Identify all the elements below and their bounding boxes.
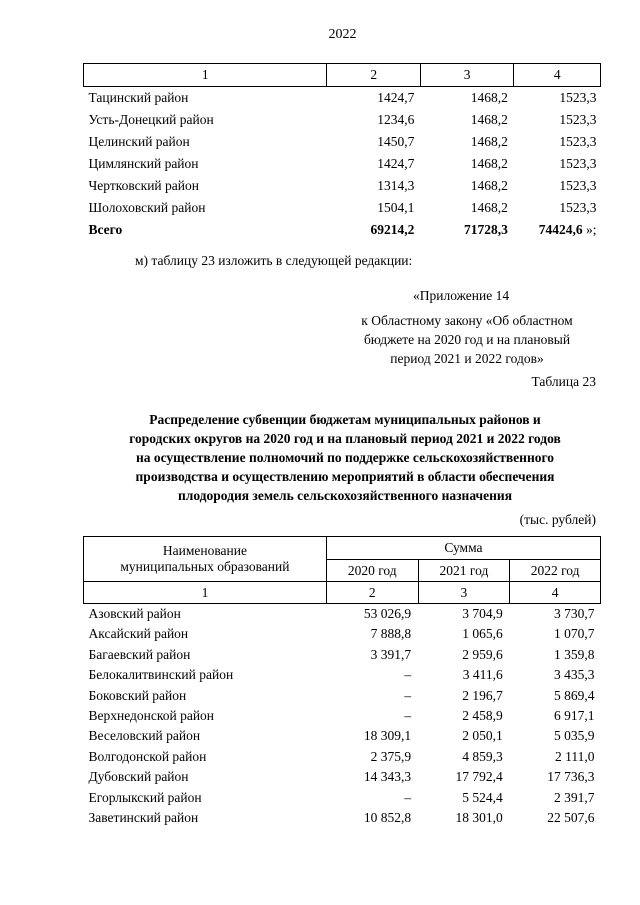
value-2020: 7 888,8	[370, 626, 412, 642]
header-line: Наименование	[162, 543, 247, 558]
table-row	[84, 87, 601, 110]
table-row	[84, 767, 601, 787]
value-2021: 4 859,3	[462, 748, 503, 764]
annex-reference	[337, 311, 597, 368]
value-2021: 2 196,7	[462, 687, 503, 703]
value-cell: 1314,3	[377, 178, 415, 193]
table-row	[84, 665, 601, 685]
value-cell: 1450,7	[377, 134, 415, 149]
district-name: Боковский район	[88, 687, 187, 703]
value-2021: 2 959,6	[462, 646, 503, 662]
district-name: Чертковский район	[88, 178, 199, 193]
district-name: Егорлыкский район	[88, 789, 202, 805]
year-header-2022: 2022 год	[510, 559, 601, 582]
sum-header: Сумма	[326, 537, 600, 560]
year-header-2020: 2020 год	[326, 559, 418, 582]
value-2021: 3 411,6	[462, 667, 503, 683]
value-cell: 1523,3	[559, 134, 597, 149]
value-2020: –	[404, 667, 412, 683]
total-value: 74424,6	[538, 222, 583, 237]
total-value: 71728,3	[464, 222, 508, 237]
value-2020: 10 852,8	[363, 810, 412, 826]
value-2022: 1 070,7	[554, 626, 595, 642]
value-cell: 1468,2	[470, 134, 508, 149]
value-2021: 3 704,9	[462, 606, 503, 621]
header-line: муниципальных образований	[120, 559, 290, 574]
closing-quote: »;	[582, 222, 597, 237]
district-name: Волгодонской район	[88, 748, 207, 764]
continuation-table	[83, 63, 601, 241]
col-number-3: 3	[420, 64, 513, 87]
title-line: на осуществление полномочий по поддержке сельскохозяйственного	[135, 450, 555, 465]
annex-line: бюджете на 2020 год и на плановый	[363, 332, 571, 347]
value-2022: 3 730,7	[554, 606, 595, 621]
column-number-row	[84, 582, 601, 604]
col-number-1: 1	[84, 64, 327, 87]
title-line: производства и осуществлению мероприятий в области обеспечения	[135, 469, 555, 484]
value-cell: 1424,7	[377, 90, 415, 105]
title-line: городских округов на 2020 год и на плановый период 2021 и 2022 годов	[129, 431, 561, 446]
value-2021: 2 458,9	[462, 708, 503, 724]
year-header-2021: 2021 год	[418, 559, 510, 582]
header-row	[84, 537, 601, 560]
annex-title: «Приложение 14	[413, 288, 510, 303]
table-row	[84, 131, 601, 153]
value-2022: 2 391,7	[554, 789, 595, 805]
value-cell: 1468,2	[470, 90, 508, 105]
table-title	[95, 410, 595, 505]
paragraph-m: м) таблицу 23 изложить в следующей редакции:	[135, 253, 413, 268]
value-cell: 1234,6	[377, 112, 415, 127]
value-2022: 17 736,3	[547, 769, 595, 785]
value-2020: 53 026,9	[363, 606, 412, 621]
value-2020: –	[404, 789, 412, 805]
value-2021: 2 050,1	[462, 728, 503, 744]
value-2022: 5 035,9	[554, 728, 595, 744]
value-2022: 22 507,6	[547, 810, 595, 826]
col-number-4: 4	[514, 64, 601, 87]
value-2021: 18 301,0	[455, 810, 503, 826]
value-cell: 1468,2	[470, 156, 508, 171]
value-cell: 1504,1	[377, 200, 415, 215]
table-row	[84, 788, 601, 808]
district-name: Усть-Донецкий район	[88, 112, 214, 127]
value-2020: –	[404, 708, 412, 724]
district-name: Целинский район	[88, 134, 190, 149]
value-cell: 1523,3	[559, 200, 597, 215]
value-2021: 17 792,4	[455, 769, 503, 785]
annex-line: период 2021 и 2022 годов»	[390, 351, 544, 366]
district-name: Багаевский район	[88, 646, 191, 662]
table-row	[84, 109, 601, 131]
total-value: 69214,2	[370, 222, 415, 237]
total-label: Всего	[88, 222, 123, 237]
district-name: Дубовский район	[88, 769, 189, 785]
table-row	[84, 726, 601, 746]
district-name: Веселовский район	[88, 728, 201, 744]
name-column-header	[84, 537, 327, 582]
title-line: плодородия земель сельскохозяйственного назначения	[177, 488, 513, 503]
table-row	[84, 153, 601, 175]
district-name: Аксайский район	[88, 626, 189, 642]
units-label: (тыс. рублей)	[519, 512, 596, 527]
total-row	[84, 219, 601, 241]
value-2020: –	[404, 687, 412, 703]
district-name: Белокалитвинский район	[88, 667, 234, 683]
value-cell: 1468,2	[470, 200, 508, 215]
col-number-3: 3	[418, 582, 510, 604]
table-number: Таблица 23	[531, 374, 596, 389]
annex-line: к Областному закону «Об областном	[361, 313, 573, 328]
value-2022: 2 111,0	[555, 748, 595, 764]
value-2022: 3 435,3	[554, 667, 595, 683]
table-row	[84, 624, 601, 644]
value-cell: 1523,3	[559, 112, 597, 127]
table-row	[84, 747, 601, 767]
table-row	[84, 175, 601, 197]
page-header-year: 2022	[328, 27, 357, 42]
value-cell: 1468,2	[470, 112, 508, 127]
value-2022: 5 869,4	[554, 687, 595, 703]
table-row	[84, 197, 601, 219]
value-cell: 1523,3	[559, 90, 597, 105]
value-2022: 1 359,8	[554, 646, 595, 662]
district-name: Заветинский район	[88, 810, 199, 826]
title-line: Распределение субвенции бюджетам муниципальных районов и	[149, 412, 541, 427]
value-2020: 14 343,3	[363, 769, 412, 785]
value-2022: 6 917,1	[554, 708, 595, 724]
table-row	[84, 706, 601, 726]
district-name: Азовский район	[88, 606, 181, 621]
district-name: Верхнедонской район	[88, 708, 215, 724]
district-name: Шолоховский район	[88, 200, 206, 215]
district-name: Цимлянский район	[88, 156, 199, 171]
value-cell: 1468,2	[470, 178, 508, 193]
value-2020: 2 375,9	[370, 748, 412, 764]
table-row	[84, 604, 601, 625]
value-2020: 3 391,7	[370, 646, 412, 662]
table-row	[84, 808, 601, 828]
total-value-last	[514, 219, 601, 241]
value-2021: 5 524,4	[462, 789, 503, 805]
col-number-2: 2	[327, 64, 420, 87]
column-number-row	[84, 64, 601, 87]
value-2021: 1 065,6	[462, 626, 503, 642]
table-row	[84, 645, 601, 665]
district-name: Тацинский район	[88, 90, 189, 105]
value-cell: 1523,3	[559, 178, 597, 193]
col-number-1: 1	[84, 582, 327, 604]
col-number-2: 2	[326, 582, 418, 604]
value-cell: 1523,3	[559, 156, 597, 171]
value-2020: 18 309,1	[363, 728, 412, 744]
col-number-4: 4	[510, 582, 601, 604]
table-row	[84, 686, 601, 706]
subvention-table	[83, 536, 601, 828]
value-cell: 1424,7	[377, 156, 415, 171]
